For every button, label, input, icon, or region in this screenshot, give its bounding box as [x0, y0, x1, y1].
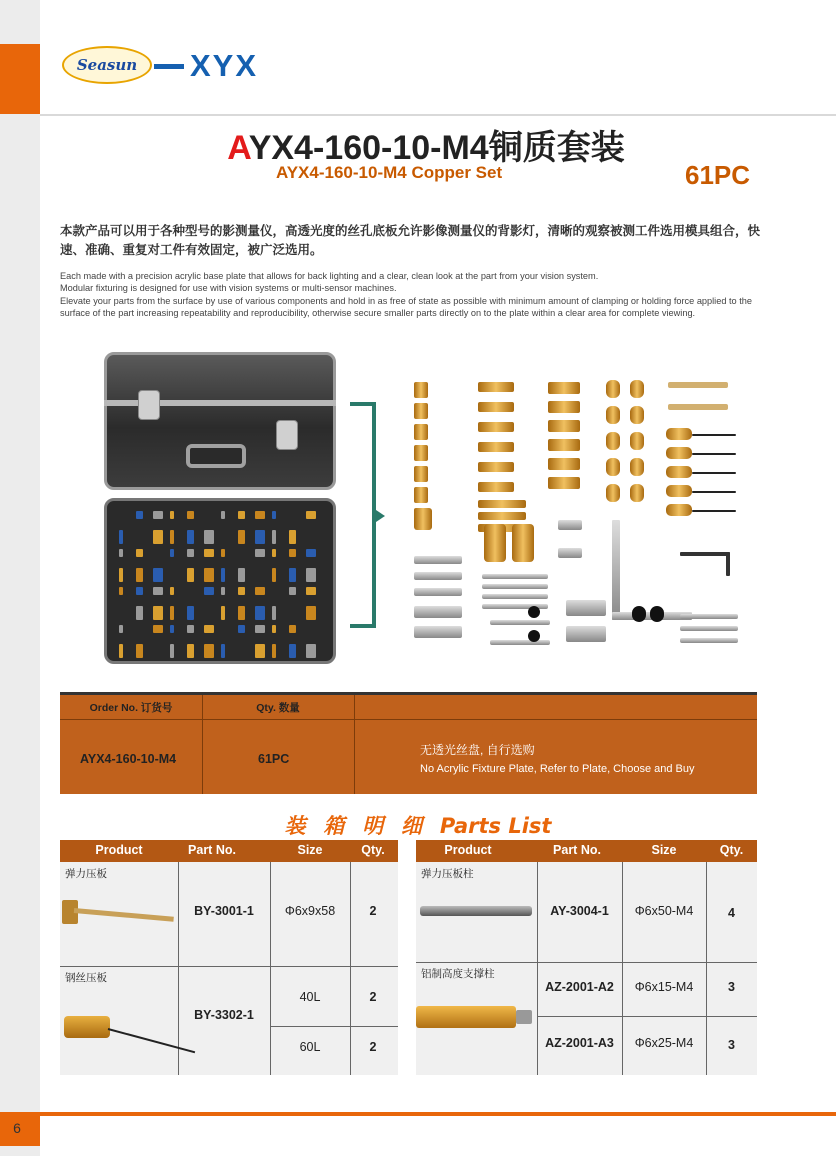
col-size: Size: [651, 843, 677, 857]
tray-part: [204, 530, 214, 544]
copper-post: [414, 466, 428, 482]
tray-part: [187, 625, 194, 633]
part-number: AZ-2001-A3: [545, 1036, 614, 1050]
tray-part: [221, 511, 225, 519]
col-product: Product: [95, 843, 143, 857]
copper-rod: [478, 462, 514, 472]
tray-part: [306, 549, 316, 557]
tray-part: [170, 549, 174, 557]
support-post-image: [416, 1006, 516, 1028]
copper-rod: [478, 482, 514, 492]
v-block: [566, 600, 606, 616]
left-accent-top: [0, 44, 40, 114]
copper-clamp: [548, 439, 580, 451]
copper-clamp: [548, 401, 580, 413]
tray-part: [306, 644, 316, 658]
steel-plate: [414, 588, 462, 596]
tray-part: [153, 606, 163, 620]
tray-part: [153, 587, 163, 595]
wire-clamp-wire: [108, 1028, 195, 1053]
steel-rod: [680, 626, 738, 631]
case-latch: [276, 420, 298, 450]
col-part-no: Part No.: [188, 843, 236, 857]
parts-list-title-en: Parts List: [439, 814, 552, 838]
copper-post: [414, 445, 428, 461]
qty-header: Qty. 数量: [256, 701, 300, 714]
part-size: 60L: [299, 1040, 321, 1054]
copper-post: [414, 382, 428, 398]
tray-part: [221, 587, 225, 595]
parts-table-right: [416, 840, 757, 1075]
tray-part: [221, 549, 225, 557]
tray-part: [187, 511, 194, 519]
tray-part: [272, 511, 276, 519]
tray-part: [272, 644, 276, 658]
case-handle: [186, 444, 246, 468]
description-en: [60, 270, 760, 319]
footer-divider: [40, 1112, 836, 1116]
tray-part: [187, 549, 194, 557]
spring-pin: [666, 504, 692, 516]
steel-plate: [414, 572, 462, 580]
qty-value: 61PC: [258, 752, 290, 766]
tray-part: [187, 644, 194, 658]
spring-wire: [692, 453, 736, 455]
copper-rod: [478, 512, 526, 520]
table-rule: [270, 1026, 398, 1027]
part-size: Φ6x15-M4: [634, 980, 694, 994]
cone-tip: [606, 406, 620, 424]
tray-part: [255, 530, 265, 544]
title-prefix: A: [227, 129, 249, 167]
tray-part: [255, 511, 265, 519]
tray-part: [306, 568, 316, 582]
tray-part: [170, 511, 174, 519]
steel-part: [558, 548, 582, 558]
tray-part: [187, 568, 194, 582]
steel-plate: [414, 606, 462, 618]
tray-part: [289, 530, 296, 544]
tray-part: [187, 606, 194, 620]
cone-tip: [630, 432, 644, 450]
copper-clamp: [548, 477, 580, 489]
part-qty: 3: [728, 980, 735, 994]
knob: [632, 606, 646, 622]
tray-part: [204, 549, 214, 557]
clamp-arm: [668, 382, 728, 388]
tray-part: [306, 587, 316, 595]
part-number: AZ-2001-A2: [545, 980, 614, 994]
knob: [650, 606, 664, 622]
part-size: 40L: [299, 990, 321, 1004]
spring-wire: [692, 434, 736, 436]
tray-part: [221, 606, 225, 620]
title-cn-suffix: 铜质套装: [488, 129, 625, 167]
spring-pin: [666, 447, 692, 459]
logo-text: Seasun: [76, 56, 138, 74]
tray-part: [170, 644, 174, 658]
spring-pin: [666, 485, 692, 497]
product-name: 铝制高度支撑柱: [421, 968, 495, 980]
copper-rod: [478, 382, 514, 392]
tray-part: [153, 530, 163, 544]
tray-part: [238, 625, 245, 633]
tray-part: [136, 549, 143, 557]
tray-part: [255, 549, 265, 557]
tray-part: [204, 587, 214, 595]
case-latch: [138, 390, 160, 420]
order-note-en: No Acrylic Fixture Plate, Refer to Plate, Choose and Buy: [420, 763, 695, 775]
v-block: [566, 626, 606, 642]
clamp-arm: [668, 404, 728, 410]
tray-part: [306, 606, 316, 620]
hex-key: [680, 552, 730, 556]
logo-dash: [154, 64, 184, 69]
tray-part: [238, 568, 245, 582]
parts-list-title-cn: 装 箱 明 细: [284, 815, 429, 838]
tray-part: [187, 530, 194, 544]
tray-part: [272, 625, 276, 633]
tray-part: [221, 644, 225, 658]
tray-part: [306, 511, 316, 519]
page-subtitle: AYX4-160-10-M4 Copper Set: [276, 163, 503, 182]
copper-post: [414, 403, 428, 419]
screw: [490, 640, 550, 645]
order-note-cn: 无透光丝盘, 自行选购: [420, 743, 535, 757]
bracket-connector: [350, 402, 376, 628]
part-number: AY-3004-1: [550, 904, 609, 918]
wire-clamp-image: [64, 1016, 110, 1038]
tray-part: [255, 625, 265, 633]
tray-part: [272, 606, 276, 620]
spring-clamp-arm: [74, 908, 174, 922]
tray-part: [204, 625, 214, 633]
seasun-logo: [62, 46, 152, 84]
table-rule: [416, 962, 757, 963]
tray-part: [204, 568, 214, 582]
knob: [528, 630, 540, 642]
steel-plate: [414, 556, 462, 564]
part-qty: 3: [728, 1038, 735, 1052]
parts-list-title: [0, 810, 836, 840]
title-code: YX4-160-10-M4: [248, 129, 489, 167]
cone-tip: [630, 406, 644, 424]
tray-part: [238, 606, 245, 620]
table-rule: [354, 695, 355, 794]
steel-rod: [680, 614, 738, 619]
tray-part: [255, 587, 265, 595]
table-rule: [178, 862, 179, 1075]
part-size: Φ6x50-M4: [634, 904, 694, 918]
tray-part: [119, 530, 123, 544]
description-cn: 本款产品可以用于各种型号的影测量仪，高透光度的丝孔底板允许影像测量仪的背影灯，清晰的观察被测工件选用模具组合，快速、准确、重复对工件有效固定，被广泛选用。: [60, 224, 761, 257]
table-rule: [60, 966, 398, 967]
description-en-line: Each made with a precision acrylic base plate that allows for back lighting and a clear, clean look at the part from your vision system.: [60, 271, 599, 281]
part-qty: 4: [728, 906, 735, 920]
steel-rod: [482, 584, 548, 589]
tray-part: [289, 625, 296, 633]
description-en-line: Elevate your parts from the surface by use of various components and hold in as free of state as possible with minimum amount of clamping or holding force applied to the surface of the part increasing repeatability and reproducibility, otherwise secure smaller parts directly on to the plate within a clear area for complete viewing.: [60, 295, 752, 318]
part-qty: 2: [369, 1040, 377, 1054]
tray-part: [170, 625, 174, 633]
screw: [490, 620, 550, 625]
tray-part: [119, 625, 123, 633]
tray-part: [272, 549, 276, 557]
tray-part: [170, 587, 174, 595]
copper-rod: [478, 422, 514, 432]
tray-part: [289, 644, 296, 658]
cone-tip: [606, 432, 620, 450]
description-en-line: Modular fixturing is designed for use with vision systems or multi-sensor machines.: [60, 283, 397, 294]
left-margin-bar: [0, 0, 40, 1156]
spring-wire: [692, 510, 736, 512]
cone-tip: [606, 380, 620, 398]
hex-key: [726, 552, 730, 576]
tray-part: [153, 511, 163, 519]
tray-part: [153, 568, 163, 582]
page-number: 6: [13, 1120, 21, 1136]
col-size: Size: [297, 843, 323, 857]
part-qty: 2: [369, 990, 377, 1004]
tray-part: [136, 587, 143, 595]
cone-tip: [630, 458, 644, 476]
tray-part: [221, 568, 225, 582]
tray-part: [170, 530, 174, 544]
copper-clamp: [548, 420, 580, 432]
steel-part: [558, 520, 582, 530]
tray-part: [153, 625, 163, 633]
part-number: BY-3302-1: [194, 1008, 254, 1022]
steel-rod: [680, 638, 738, 643]
copper-clamp: [548, 382, 580, 394]
aluminum-case-image: [104, 352, 336, 490]
table-rule: [537, 1016, 757, 1017]
tray-part: [255, 644, 265, 658]
brand-name: XYX: [190, 48, 259, 83]
order-table: [60, 692, 757, 794]
order-no-header: Order No. 订货号: [89, 701, 173, 714]
part-number: BY-3001-1: [194, 904, 254, 918]
copper-post: [414, 424, 428, 440]
tray-part: [272, 568, 276, 582]
copper-clamp: [548, 458, 580, 470]
tray-part: [119, 568, 123, 582]
tray-part: [289, 587, 296, 595]
tray-part: [238, 587, 245, 595]
spring-pin: [666, 428, 692, 440]
product-name: 弹力压板: [65, 868, 107, 880]
cone-tip: [606, 484, 620, 502]
steel-rod: [482, 574, 548, 579]
spring-wire: [692, 472, 736, 474]
col-qty: Qty.: [361, 843, 385, 857]
cone-tip: [630, 484, 644, 502]
table-rule: [202, 695, 203, 794]
col-part-no: Part No.: [553, 843, 601, 857]
tray-part: [119, 549, 123, 557]
header-divider: [40, 114, 836, 116]
foam-tray-image: [104, 498, 336, 664]
tray-part: [119, 587, 123, 595]
tray-part: [119, 644, 123, 658]
copper-rod: [478, 402, 514, 412]
cone-tip: [606, 458, 620, 476]
post-image: [420, 906, 532, 916]
tray-part: [238, 511, 245, 519]
piece-count: 61PC: [685, 160, 751, 190]
support-post-thread: [516, 1010, 532, 1024]
spring-pin: [666, 466, 692, 478]
tray-part: [136, 644, 143, 658]
tray-part: [170, 606, 174, 620]
spring-wire: [692, 491, 736, 493]
copper-rod: [478, 500, 526, 508]
copper-post: [414, 508, 432, 530]
part-qty: 2: [369, 904, 377, 918]
tray-part: [136, 511, 143, 519]
steel-plate: [414, 626, 462, 638]
tray-part: [289, 568, 296, 582]
parts-table-left: [60, 840, 398, 1075]
col-qty: Qty.: [719, 843, 744, 857]
product-name: 弹力压板柱: [421, 868, 474, 880]
copper-rod: [478, 442, 514, 452]
cone-tip: [630, 380, 644, 398]
table-rule: [60, 719, 757, 720]
copper-post: [414, 487, 428, 503]
steel-rod: [482, 594, 548, 599]
arrow-right-icon: [376, 510, 385, 522]
copper-block: [512, 524, 534, 562]
tray-part: [136, 568, 143, 582]
tray-part: [238, 530, 245, 544]
knob: [528, 606, 540, 618]
tray-part: [255, 606, 265, 620]
product-name: 钢丝压板: [65, 972, 107, 984]
l-square: [612, 520, 620, 620]
tray-part: [204, 644, 214, 658]
part-size: Φ6x9x58: [284, 904, 336, 918]
order-no-value: AYX4-160-10-M4: [80, 752, 177, 766]
tray-part: [136, 606, 143, 620]
copper-block: [484, 524, 506, 562]
col-product: Product: [444, 843, 492, 857]
tray-part: [272, 530, 276, 544]
tray-part: [289, 549, 296, 557]
part-size: Φ6x25-M4: [634, 1036, 694, 1050]
